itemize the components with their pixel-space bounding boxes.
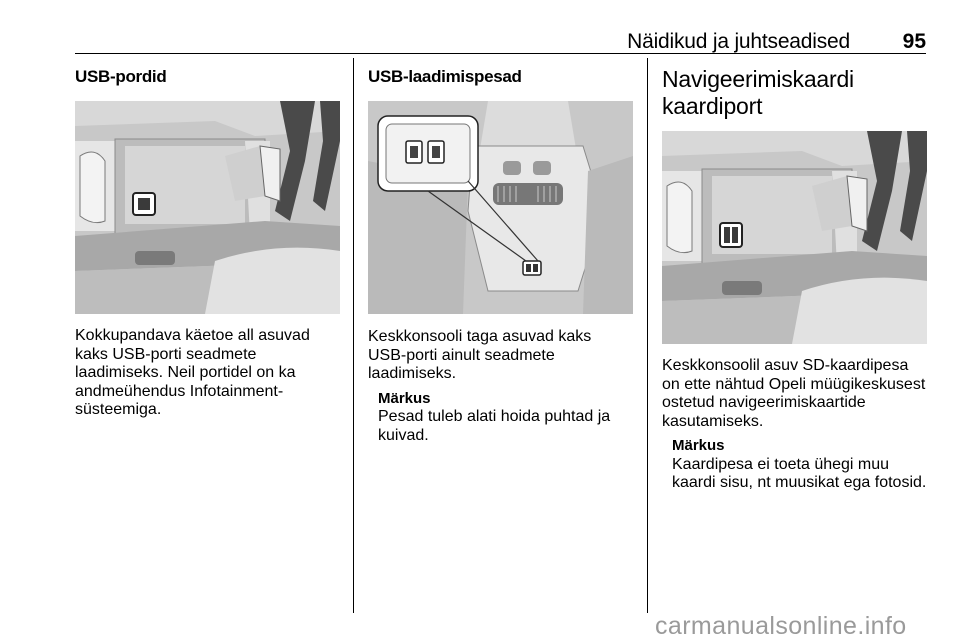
section-heading-usb-charging: USB-laadimispesad — [368, 67, 522, 86]
column-usb-charging — [368, 60, 633, 445]
figure-sd-card-slot — [662, 131, 927, 344]
paragraph-usb-charging: Keskkonsooli taga asuvad kaks USB-porti ainult seadmete laadimiseks. — [368, 328, 592, 382]
note-usb-charging — [378, 390, 633, 446]
figure-usb-ports-armrest — [75, 101, 340, 314]
paragraph-nav-card-port: Keskkonsoolil asuv SD-kaardipesa on ette nähtud Opeli müügikeskusest ostetud navigeerimiskaartide kasutamiseks. — [662, 357, 926, 430]
watermark: carmanualsonline.info — [655, 612, 907, 640]
page-number: 95 — [902, 30, 926, 53]
paragraph-usb-ports: Kokkupandava käetoe all asuvad kaks USB-porti seadmete laadimiseks. Neil portidel on ka andmeühendus Infotainment-süsteemiga. — [75, 327, 310, 418]
column-divider-right — [647, 58, 648, 613]
section-heading-nav-card-port: Navigeerimiskaardi kaardiport — [662, 66, 854, 119]
note-text: Pesad tuleb alati hoida puhtad ja kuivad. — [378, 408, 611, 444]
column-divider-left — [353, 58, 354, 613]
note-nav-card-port — [672, 437, 927, 493]
header-rule — [75, 53, 926, 54]
column-usb-ports — [75, 60, 340, 420]
page-header-title: Näidikud ja juhtseadised — [627, 30, 850, 53]
column-nav-card-port — [662, 60, 927, 493]
note-label: Märkus — [672, 437, 725, 454]
note-label: Märkus — [378, 389, 431, 407]
figure-usb-charging-rear — [368, 101, 633, 314]
section-heading-usb-ports: USB-pordid — [75, 67, 167, 86]
note-text: Kaardipesa ei toeta ühegi muu kaardi sisu, nt muusikat ega fotosid. — [672, 455, 927, 491]
